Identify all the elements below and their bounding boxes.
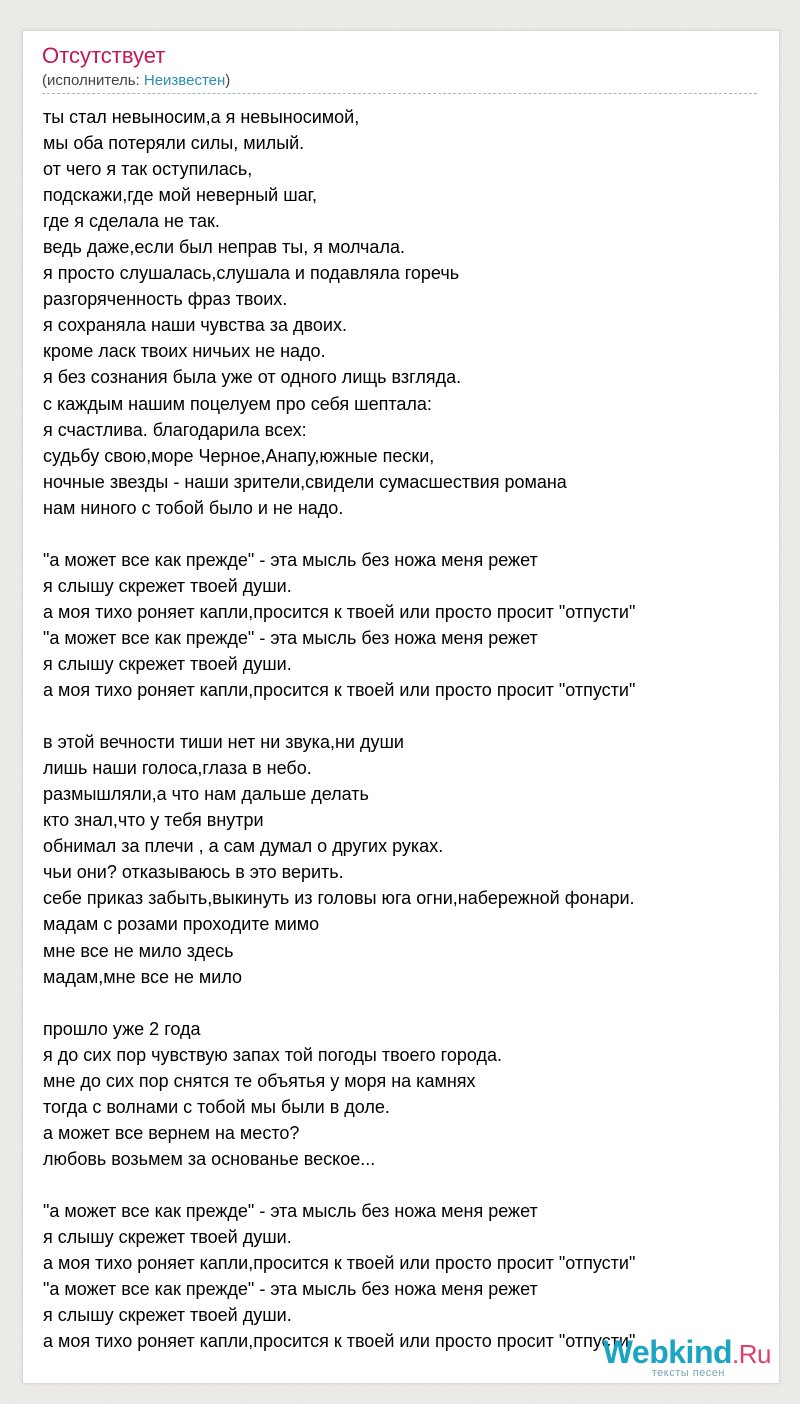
lyric-line: от чего я так оступилась, bbox=[43, 159, 253, 180]
lyric-line: кроме ласк твоих ничьих не надо. bbox=[43, 341, 326, 362]
lyric-line: с каждым нашим поцелуем про себя шептала: bbox=[43, 393, 432, 414]
lyric-line: а моя тихо роняет капли,просится к твоей или просто просит "отпусти" bbox=[43, 680, 636, 701]
lyric-line: мне все не мило здесь bbox=[43, 940, 234, 961]
lyric-line: я слышу скрежет твоей души. bbox=[43, 1227, 292, 1248]
lyric-line: ты стал невыносим,а я невыносимой, bbox=[43, 107, 360, 127]
lyric-line: а может все вернем на место? bbox=[43, 1122, 300, 1143]
lyric-line: любовь возьмем за основанье веское... bbox=[43, 1148, 376, 1169]
lyric-line: где я сделала не так. bbox=[43, 211, 220, 232]
lyric-line: а моя тихо роняет капли,просится к твоей или просто просит "отпусти" bbox=[43, 601, 636, 622]
lyric-line bbox=[43, 703, 773, 729]
lyric-line: нам ниного с тобой было и не надо. bbox=[43, 497, 344, 518]
lyric-line: лишь наши голоса,глаза в небо. bbox=[43, 758, 312, 779]
lyric-line: разгоряченность фраз твоих. bbox=[43, 289, 288, 310]
lyric-line: а моя тихо роняет капли,просится к твоей или просто просит "отпусти" bbox=[43, 1331, 636, 1352]
artist-link[interactable]: Неизвестен bbox=[143, 72, 226, 89]
lyric-line: я до сих пор чувствую запах той погоды твоего города. bbox=[43, 1044, 502, 1065]
lyric-line: я просто слушалась,слушала и подавляла горечь bbox=[43, 263, 460, 284]
artist-line bbox=[42, 71, 757, 94]
artist-prefix: (исполнитель: bbox=[42, 72, 144, 89]
lyric-line: мы оба потеряли силы, милый. bbox=[43, 133, 305, 154]
lyric-line: мне до сих пор снятся те объятья у моря на камнях bbox=[43, 1070, 476, 1091]
lyric-line: чьи они? отказываюсь в это верить. bbox=[43, 862, 344, 883]
lyric-line: я слышу скрежет твоей души. bbox=[43, 653, 292, 674]
lyric-line: кто знал,что у тебя внутри bbox=[43, 810, 264, 831]
lyric-line: "а может все как прежде" - эта мысль без ножа меня режет bbox=[43, 1279, 538, 1300]
lyric-line bbox=[43, 521, 773, 547]
lyric-line bbox=[43, 1172, 773, 1198]
lyric-line: я без сознания была уже от одного лищь взгляда. bbox=[43, 367, 462, 388]
lyric-line: ночные звезды - наши зрители,свидели сумасшествия романа bbox=[43, 471, 567, 492]
logo-wordmark: Webkind.Ru bbox=[602, 1334, 771, 1370]
lyric-line: размышляли,а что нам дальше делать bbox=[43, 784, 369, 805]
lyric-line: тогда с волнами с тобой мы были в доле. bbox=[43, 1096, 390, 1117]
lyric-line: я слышу скрежет твоей души. bbox=[43, 1305, 292, 1326]
lyrics-text bbox=[43, 104, 773, 1354]
lyric-line: подскажи,где мой неверный шаг, bbox=[43, 185, 318, 206]
lyric-line: мадам,мне все не мило bbox=[43, 966, 243, 987]
lyric-line: я сохраняла наши чувства за двоих. bbox=[43, 315, 347, 336]
lyric-line: я счастлива. благодарила всех: bbox=[43, 419, 307, 440]
lyric-line bbox=[43, 990, 773, 1016]
lyric-line: "а может все как прежде" - эта мысль без ножа меня режет bbox=[43, 1200, 538, 1221]
lyric-line: ведь даже,если был неправ ты, я молчала. bbox=[43, 237, 405, 258]
lyric-line: "а может все как прежде" - эта мысль без ножа меня режет bbox=[43, 627, 538, 648]
artist-suffix: ) bbox=[225, 72, 231, 89]
lyric-line: в этой вечности тиши нет ни звука,ни души bbox=[43, 732, 404, 753]
lyric-line: я слышу скрежет твоей души. bbox=[43, 575, 292, 596]
webkind-logo[interactable] bbox=[603, 1336, 771, 1379]
lyric-line: себе приказ забыть,выкинуть из головы юга огни,набережной фонари. bbox=[43, 888, 635, 909]
lyric-line: обнимал за плечи , а сам думал о других руках. bbox=[43, 836, 444, 857]
lyric-line: прошло уже 2 года bbox=[43, 1018, 201, 1039]
song-title: Отсутствует bbox=[42, 43, 166, 68]
lyric-line: мадам с розами проходите мимо bbox=[43, 914, 320, 935]
logo-subtitle: тексты песен bbox=[651, 1367, 725, 1379]
lyric-line: а моя тихо роняет капли,просится к твоей или просто просит "отпусти" bbox=[43, 1253, 636, 1274]
lyric-line: "а может все как прежде" - эта мысль без ножа меня режет bbox=[43, 549, 538, 570]
lyric-line: судьбу свою,море Черное,Анапу,южные пески, bbox=[43, 445, 435, 466]
